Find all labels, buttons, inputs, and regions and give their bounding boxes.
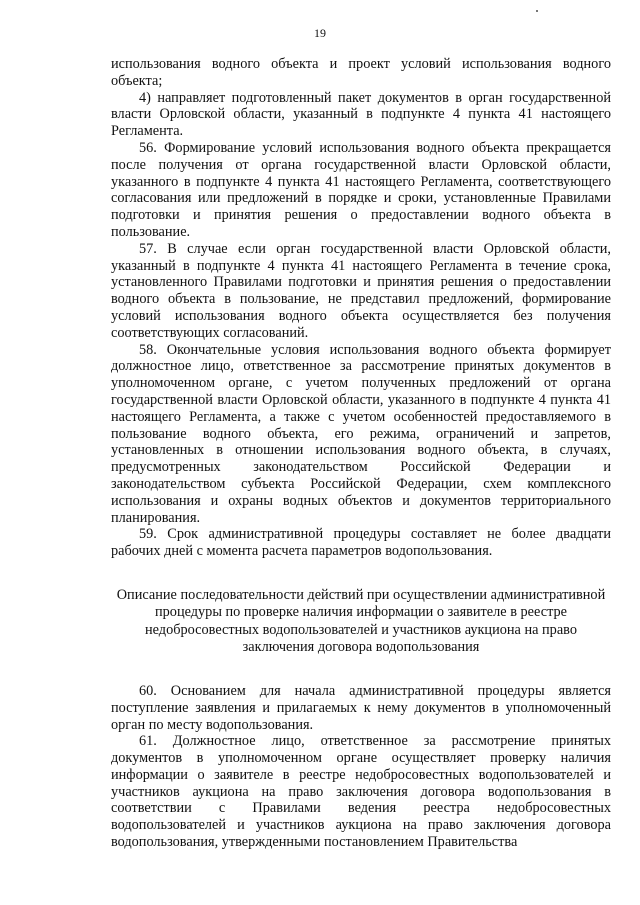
page-number: 19 xyxy=(314,26,326,40)
paragraph-continuation: использования водного объекта и проект условий использования водного объекта; xyxy=(111,56,611,89)
scan-dot xyxy=(536,10,538,12)
paragraph-56: 56. Формирование условий использования водного объекта прекращается после получения от органа государственной власти Орловской области, указанного в подпункте 4 пункта 41 настоящего Регламента, соответствующего согласования или предложений в порядке и сроки, установленные Правилами подготовки и принятия решения о предоставлении водного объекта в пользование. xyxy=(111,139,611,240)
paragraph-58: 58. Окончательные условия использования водного объекта формирует должностное лицо, ответственное за рассмотрение принятых документов в уполномоченном органе, с учетом полученных предложений от органа государственной власти Орловской области, указанного в подпункте 4 пункта 41 настоящего Регламента, а также с учетом особенностей предоставляемого в пользование водного объекта, его режима, ограничений и запретов, установленных в отношении использования водного объекта, в случаях, предусмотренных законодательством Российской Федерации и законодательством субъекта Российской Федерации, схем комплексного использования и охраны водных объектов и документов территориального планирования. xyxy=(111,341,611,526)
paragraph-57: 57. В случае если орган государственной власти Орловской области, указанный в подпункте 4 пункта 41 настоящего Регламента в течение срока, установленного Правилами подготовки и принятия решения о предоставлении водного объекта в пользование, не представил предложений, формирование условий использования водного объекта осуществляется без получения соответствующих согласований. xyxy=(111,240,611,341)
page-body xyxy=(111,56,611,851)
paragraph-60: 60. Основанием для начала административной процедуры является поступление заявления и прилагаемых к нему документов в уполномоченный орган по месту водопользования. xyxy=(111,682,611,733)
paragraph-61: 61. Должностное лицо, ответственное за рассмотрение принятых документов в уполномоченном органе осуществляет проверку наличия информации о заявителе в реестре недобросовестных водопользователей и участников аукциона на право заключения договора водопользования в соответствии с Правилами ведения реестра недобросовестных водопользователей и участников аукциона на право заключения договора водопользования, утвержденными постановлением Правительства xyxy=(111,733,611,851)
paragraph-59: 59. Срок административной процедуры составляет не более двадцати рабочих дней с момента расчета параметров водопользования. xyxy=(111,526,611,560)
section-heading: Описание последовательности действий при осуществлении административной процедуры по проверке наличия информации о заявителе в реестре недобросовестных водопользователей и участников аукциона на право заключения договора водопользования xyxy=(116,586,606,656)
paragraph-item-4: 4) направляет подготовленный пакет документов в орган государственной власти Орловской области, указанный в подпункте 4 пункта 41 настоящего Регламента. xyxy=(111,89,611,140)
